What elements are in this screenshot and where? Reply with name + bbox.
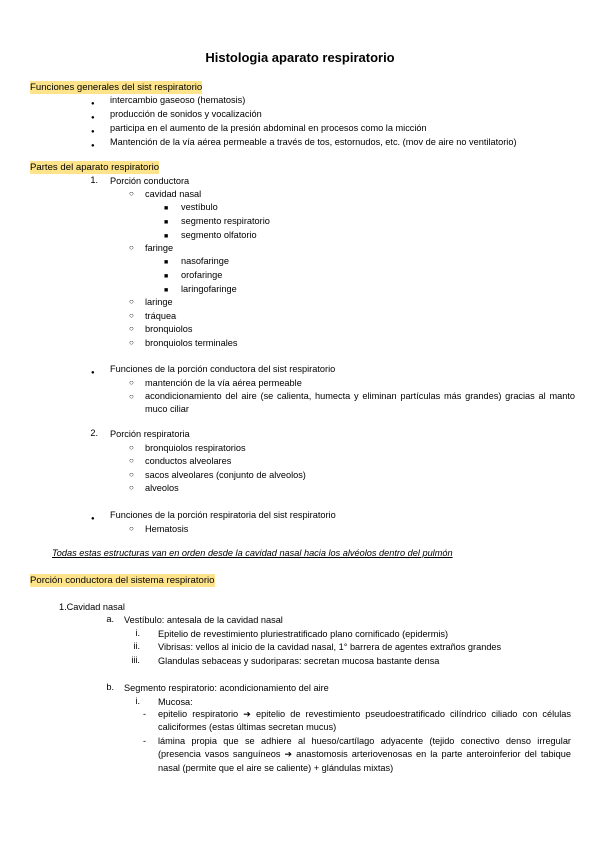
list-number: iii.	[131, 655, 140, 665]
list-item: faringe	[145, 243, 174, 253]
list-item: segmento olfatorio	[181, 230, 257, 240]
list-item: lámina propia que se adhiere al hueso/cartílago adyacente (tejido conectivo denso irregular (presencia vasos sanguíneos ➔ anastomosis arteriovenosas en la parte anteroinferior del tabique nasal (permite que el aire se caliente) + glándulas mixtas)	[158, 736, 571, 773]
list-number: b.	[106, 682, 114, 692]
section-heading-porcion-conductora: Porción conductora del sistema respiratorio	[30, 575, 215, 586]
list-item: participa en el aumento de la presión abdominal en procesos como la micción	[110, 123, 427, 133]
circle-bullet-icon	[129, 391, 134, 401]
circle-bullet-icon	[129, 377, 134, 387]
list-item: laringe	[145, 297, 173, 307]
list-item: producción de sonidos y vocalización	[110, 109, 262, 119]
dash-bullet-icon	[143, 709, 146, 719]
list-item: tráquea	[145, 311, 177, 321]
note-text: Todas estas estructuras van en orden desde la cavidad nasal hacia los alvéolos dentro del pulmón	[52, 548, 453, 558]
bullet-icon	[91, 512, 95, 522]
list-item: vestíbulo	[181, 202, 218, 212]
list-item: Vestíbulo: antesala de la cavidad nasal	[124, 615, 283, 625]
square-bullet-icon	[164, 256, 168, 266]
circle-bullet-icon	[129, 337, 134, 347]
list-item: bronquiolos	[145, 324, 193, 334]
list-item: bronquiolos respiratorios	[145, 443, 246, 453]
list-item: sacos alveolares (conjunto de alveolos)	[145, 470, 306, 480]
circle-bullet-icon	[129, 442, 134, 452]
list-item: acondicionamiento del aire (se calienta, humecta y eliminan partículas más grandes) gracias al manto muco ciliar	[145, 391, 575, 415]
list-item: Glandulas sebaceas y sudoriparas: secretan mucosa bastante densa	[158, 656, 440, 666]
list-item: nasofaringe	[181, 256, 230, 266]
list-item: alveolos	[145, 483, 179, 493]
section-heading-partes: Partes del aparato respiratorio	[30, 162, 160, 173]
circle-bullet-icon	[129, 310, 134, 320]
list-item: Funciones de la porción conductora del sist respiratorio	[110, 364, 336, 374]
list-item: Mantención de la vía aérea permeable a través de tos, estornudos, etc. (mov de aire no ventilatorio)	[110, 137, 517, 147]
list-item: mantención de la vía aérea permeable	[145, 378, 302, 388]
bullet-icon	[91, 366, 95, 376]
list-item: cavidad nasal	[145, 189, 202, 199]
list-number: a.	[106, 614, 114, 624]
list-number: 2.	[90, 428, 98, 438]
circle-bullet-icon	[129, 482, 134, 492]
list-item: segmento respiratorio	[181, 216, 270, 226]
square-bullet-icon	[164, 284, 168, 294]
list-item: laringofaringe	[181, 284, 237, 294]
list-number: 1.	[90, 175, 98, 185]
list-item: bronquiolos terminales	[145, 338, 238, 348]
page-title: Histologia aparato respiratorio	[205, 50, 395, 65]
bullet-icon	[91, 139, 95, 149]
circle-bullet-icon	[129, 323, 134, 333]
list-item: epitelio respiratorio ➔ epitelio de revestimiento pseudoestratificado cilíndrico ciliado con células caliciformes (estas últimas secretan mucus)	[158, 709, 571, 733]
list-item: conductos alveolares	[145, 456, 232, 466]
bullet-icon	[91, 125, 95, 135]
square-bullet-icon	[164, 216, 168, 226]
list-item: Hematosis	[145, 524, 189, 534]
list-item: Mucosa:	[158, 697, 193, 707]
circle-bullet-icon	[129, 242, 134, 252]
dash-bullet-icon	[143, 736, 146, 746]
list-item: Epitelio de revestimiento pluriestratificado plano cornificado (epidermis)	[158, 629, 449, 639]
list-item: orofaringe	[181, 270, 223, 280]
bullet-icon	[91, 97, 95, 107]
square-bullet-icon	[164, 270, 168, 280]
bullet-icon	[91, 111, 95, 121]
circle-bullet-icon	[129, 523, 134, 533]
square-bullet-icon	[164, 230, 168, 240]
list-item: Porción conductora	[110, 176, 190, 186]
list-number: i.	[135, 696, 140, 706]
circle-bullet-icon	[129, 455, 134, 465]
list-item: intercambio gaseoso (hematosis)	[110, 95, 246, 105]
circle-bullet-icon	[129, 469, 134, 479]
list-item: Vibrisas: vellos al inicio de la cavidad nasal, 1° barrera de agentes extraños grandes	[158, 642, 502, 652]
sub-heading: 1.Cavidad nasal	[59, 602, 125, 612]
circle-bullet-icon	[129, 188, 134, 198]
square-bullet-icon	[164, 202, 168, 212]
list-number: ii.	[133, 641, 140, 651]
list-item: Porción respiratoria	[110, 429, 190, 439]
list-item: Funciones de la porción respiratoria del sist respiratorio	[110, 510, 336, 520]
circle-bullet-icon	[129, 296, 134, 306]
list-item: Segmento respiratorio: acondicionamiento del aire	[124, 683, 329, 693]
section-heading-funciones: Funciones generales del sist respiratorio	[30, 82, 203, 93]
list-number: i.	[135, 628, 140, 638]
